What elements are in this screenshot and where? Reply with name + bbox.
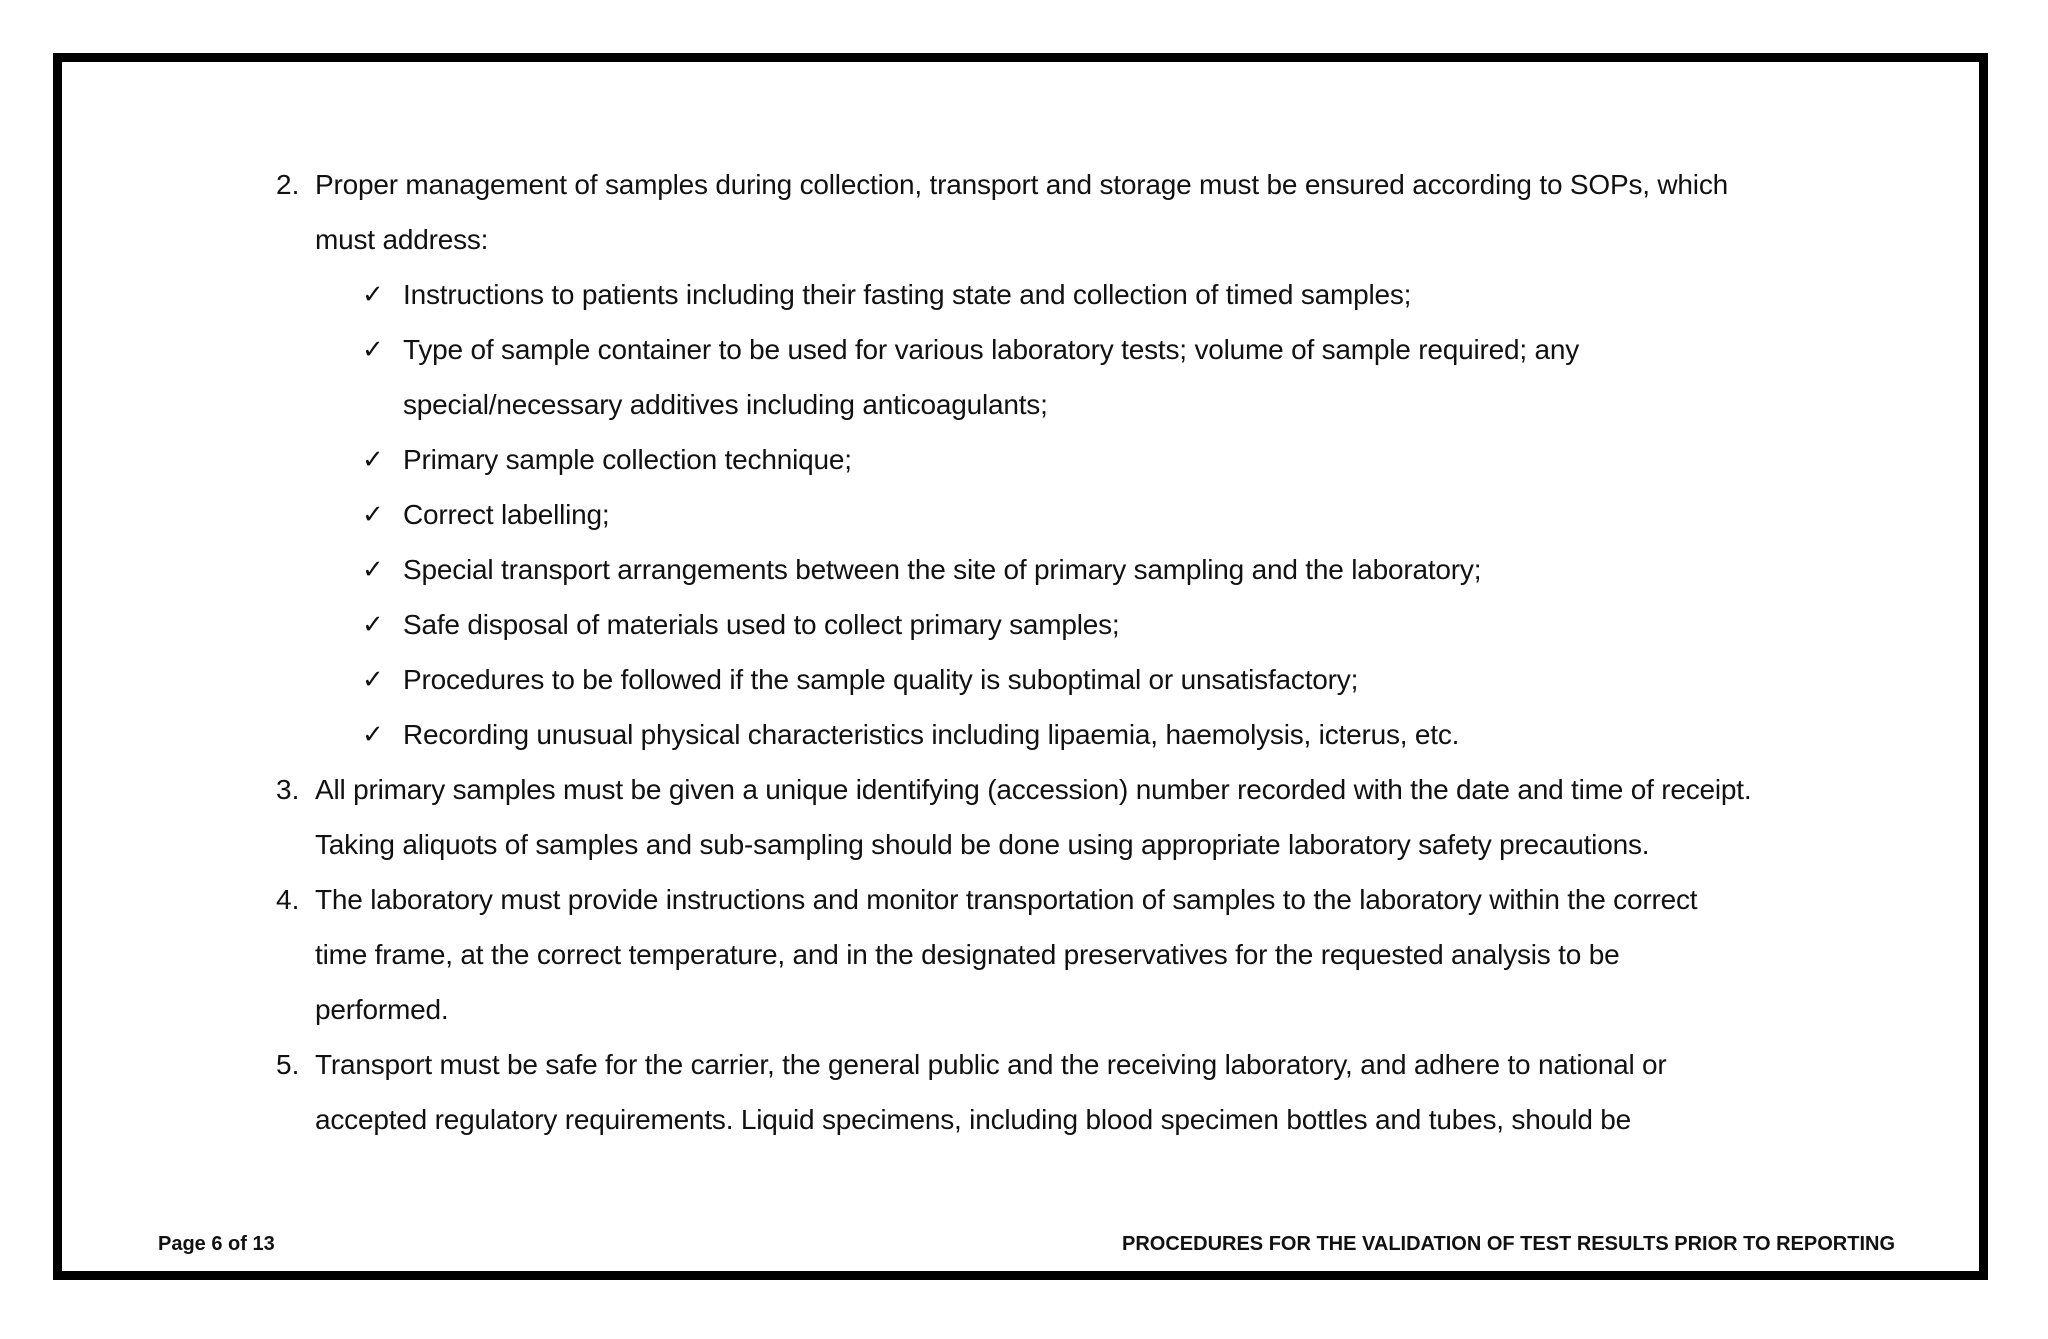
checkmark-icon: ✓ [362, 280, 384, 310]
check-item-text: Primary sample collection technique; [403, 444, 852, 475]
check-item-text: Type of sample container to be used for various laboratory tests; volume of sample required; any [403, 334, 1580, 365]
list-text-line: Taking aliquots of samples and sub-sampling should be done using appropriate laboratory safety precautions. [315, 829, 1650, 860]
list-text-line: The laboratory must provide instructions and monitor transportation of samples to the laboratory within the correct [315, 884, 1698, 915]
checkmark-icon: ✓ [362, 500, 384, 530]
check-item-text: Safe disposal of materials used to collect primary samples; [403, 609, 1120, 640]
list-text-line: performed. [315, 994, 449, 1025]
list-text-line: must address: [315, 224, 489, 255]
document-content [62, 62, 1979, 1271]
list-number: 5. [276, 1049, 300, 1080]
checkmark-icon: ✓ [362, 720, 384, 750]
check-item-text: Special transport arrangements between the site of primary sampling and the laboratory; [403, 554, 1482, 585]
list-text-line: All primary samples must be given a unique identifying (accession) number recorded with the date and time of receipt. [315, 774, 1752, 805]
checkmark-icon: ✓ [362, 610, 384, 640]
list-number: 2. [276, 169, 300, 200]
check-item-text: special/necessary additives including anticoagulants; [403, 389, 1048, 420]
check-item-text: Correct labelling; [403, 499, 610, 530]
page-frame [53, 53, 1988, 1280]
list-number: 3. [276, 774, 300, 805]
list-number: 4. [276, 884, 300, 915]
checkmark-icon: ✓ [362, 555, 384, 585]
list-text-line: Transport must be safe for the carrier, the general public and the receiving laboratory, and adhere to national or [315, 1049, 1667, 1080]
document-title-footer: PROCEDURES FOR THE VALIDATION OF TEST RESULTS PRIOR TO REPORTING [1122, 1233, 1895, 1255]
checkmark-icon: ✓ [362, 665, 384, 695]
list-text-line: Proper management of samples during collection, transport and storage must be ensured according to SOPs, which [315, 169, 1728, 200]
check-item-text: Instructions to patients including their fasting state and collection of timed samples; [403, 279, 1412, 310]
page-number: Page 6 of 13 [158, 1233, 275, 1255]
check-item-text: Procedures to be followed if the sample quality is suboptimal or unsatisfactory; [403, 664, 1359, 695]
checkmark-icon: ✓ [362, 335, 384, 365]
checkmark-icon: ✓ [362, 445, 384, 475]
list-text-line: accepted regulatory requirements. Liquid specimens, including blood specimen bottles and tubes, should be [315, 1104, 1632, 1135]
list-text-line: time frame, at the correct temperature, and in the designated preservatives for the requested analysis to be [315, 939, 1620, 970]
check-item-text: Recording unusual physical characteristics including lipaemia, haemolysis, icterus, etc. [403, 719, 1460, 750]
